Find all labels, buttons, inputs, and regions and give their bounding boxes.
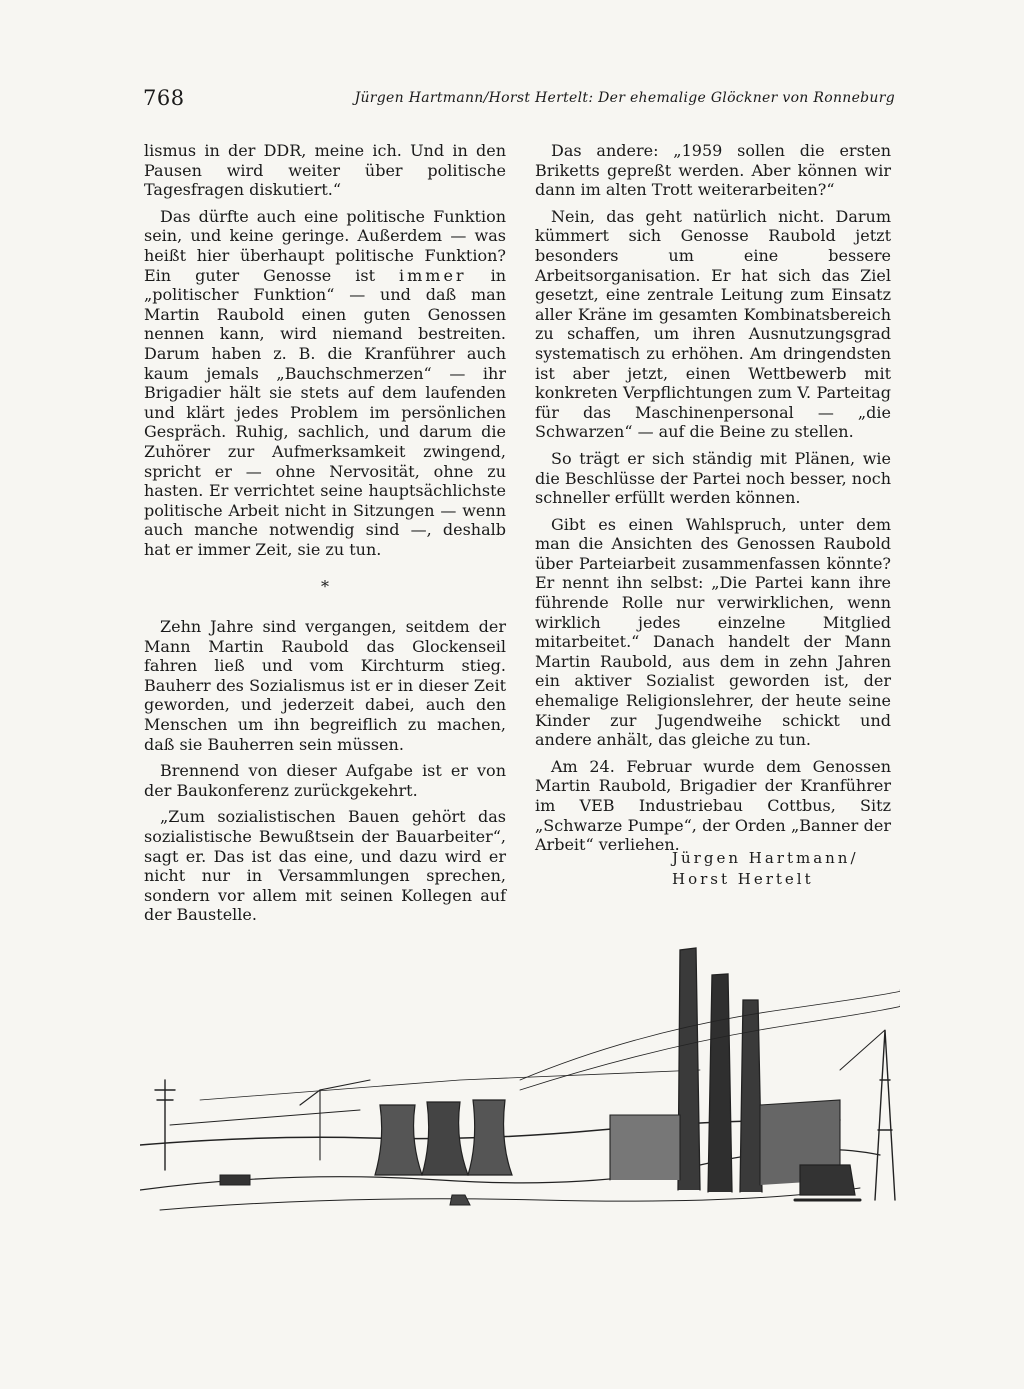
byline-author-2: Horst Hertelt: [672, 870, 814, 888]
paragraph: [144, 207, 506, 560]
byline: [672, 848, 859, 890]
paragraph: Am 24. Februar wurde dem Genossen Martin Raubold, Brigadier der Kranführer im VEB Industriebau Cottbus, Sitz „Schwarze Pumpe“, der Orden „Banner der Arbeit“ verliehen.: [535, 756, 891, 855]
byline-author-1: Jürgen Hartmann/: [672, 849, 859, 867]
running-head: Jürgen Hartmann/Horst Hertelt: Der ehemalige Glöckner von Ronneburg: [354, 90, 895, 106]
left-column: [144, 141, 506, 932]
paragraph: lismus in der DDR, meine ich. Und in den Pausen wird weiter über politische Tagesfragen diskutiert.“: [144, 141, 506, 200]
paragraph: So trägt er sich ständig mit Plänen, wie die Beschlüsse der Partei noch besser, noch schneller erfüllt werden können.: [535, 448, 891, 508]
paragraph: Zehn Jahre sind vergangen, seitdem der Mann Martin Raubold das Glockenseil fahren ließ und vom Kirchturm stieg. Bauherr des Sozialismus ist er in dieser Zeit geworden, und jederzeit dabei, auch den Menschen um ihn begreiflich zu machen, daß sie Bauherren sein müssen.: [144, 617, 506, 754]
paragraph: Gibt es einen Wahlspruch, unter dem man die Ansichten des Genossen Raubold über Parteiarbeit zusammenfassen könnte? Er nennt ihn selbst: „Die Partei kann ihre führende Rolle nur verwirklichen, wenn wirklich jedes einzelne Mitglied mitarbeitet.“ Danach handelt der Mann Martin Raubold, aus dem in zehn Jahren ein aktiver Sozialist geworden ist, der ehemalige Religionslehrer, der heute seine Kinder zur Jugendweihe schickt und andere anhält, das gleiche zu tun.: [535, 514, 891, 750]
section-separator: *: [321, 577, 329, 597]
paragraph: Nein, das geht natürlich nicht. Darum kümmert sich Genosse Raubold jetzt besonders um eine bessere Arbeitsorganisation. Er hat sich das Ziel gesetzt, eine zentrale Leitung zum Einsatz aller Kräne im gesamten Kombinatsbereich zu schaffen, um ihren Ausnutzungsgrad systematisch zu erhöhen. Am dringendsten ist aber jetzt, einen Wettbewerb mit konkreten Verpflichtungen zum V. Parteitag für das Maschinenpersonal — „die Schwarzen“ — auf die Beine zu stellen.: [535, 206, 891, 442]
emphasis-span: immer: [399, 265, 467, 285]
page-header: [143, 86, 895, 116]
text-span: in „politischer Funktion“ — und daß man Martin Raubold einen guten Genossen nennen kann, wird niemand bestreiten. Darum haben z. B. die Kranführer auch kaum jemals „Bauchschmerzen“ — ihr Brigadier hält sie stets auf dem laufenden und klärt jedes Problem im persönlichen Gespräch. Ruhig, sachlich, und darum die Zuhörer zur Aufmerksamkeit zwingend, spricht er — ohne Nervosität, ohne zu hasten. Er verrichtet seine hauptsächlichste politische Arbeit nicht in Sitzungen — wenn auch manche notwendig sind —, deshalb hat er immer Zeit, sie zu tun.: [144, 265, 506, 559]
industrial-landscape-illustration: [140, 930, 900, 1230]
paragraph: Das andere: „1959 sollen die ersten Briketts gepreßt werden. Aber können wir dann im alten Trott weiterarbeiten?“: [535, 141, 891, 200]
paragraph: „Zum sozialistischen Bauen gehört das sozialistische Bewußtsein der Bauarbeiter“, sagt er. Das ist das eine, und dazu wird er nicht nur in Versammlungen sprechen, sondern vor allem mit seinen Kollegen auf der Baustelle.: [144, 807, 506, 925]
text-span: Das dürfte auch eine politische Funktion sein, und keine geringe. Außerdem — was heißt hier überhaupt politische Funktion? Ein guter Genosse ist: [144, 206, 506, 285]
paragraph: Brennend von dieser Aufgabe ist er von der Baukonferenz zurückgekehrt.: [144, 761, 506, 800]
page-number: 768: [143, 86, 185, 110]
right-column: [535, 141, 891, 862]
